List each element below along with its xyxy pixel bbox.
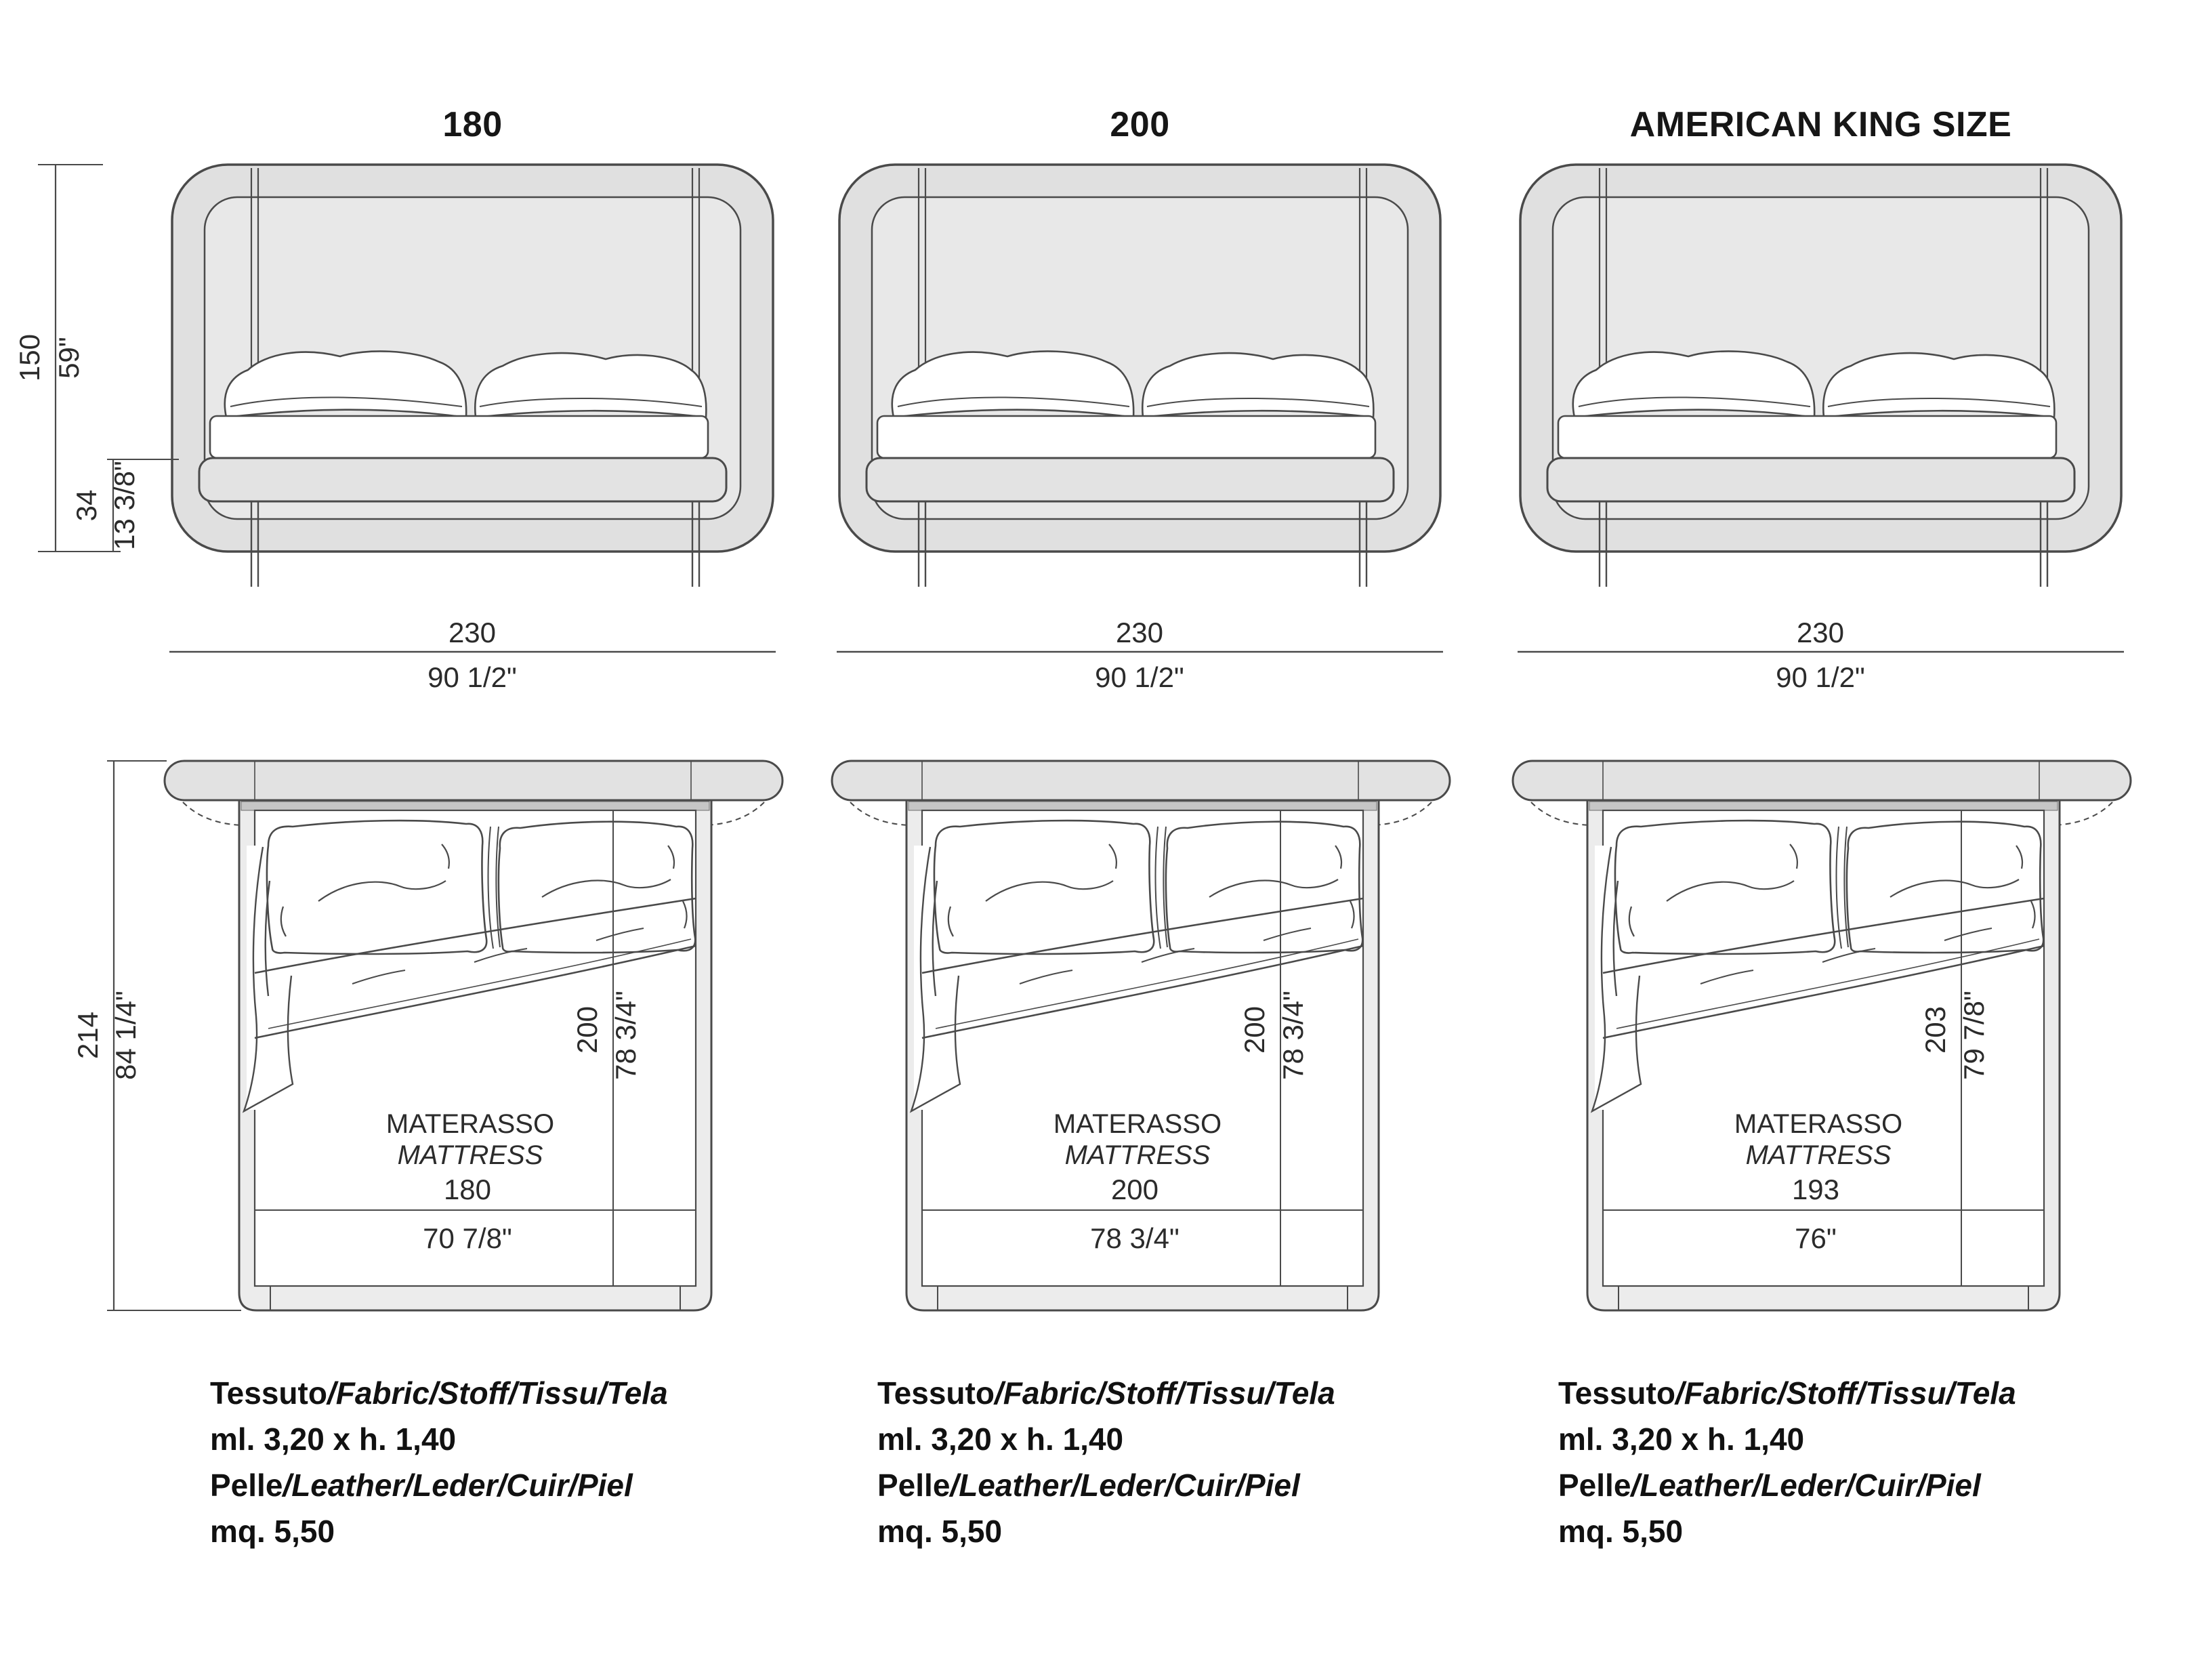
bed-length-cm: 200 — [1238, 1005, 1270, 1054]
leather-line — [1558, 1462, 2127, 1508]
fabric-line — [1558, 1370, 2127, 1416]
frame-height-cm: 150 — [14, 333, 45, 382]
mattress-label-en: MATTRESS — [397, 1140, 543, 1170]
leather-label-langs: /Leather/Leder/Cuir/Piel — [283, 1468, 633, 1503]
leather-label: Pelle — [1558, 1468, 1631, 1503]
front-view-drawing — [1518, 165, 2124, 652]
base-height-in: 13 3/8" — [108, 461, 140, 550]
column-180 — [165, 165, 782, 1310]
leather-label: Pelle — [210, 1468, 283, 1503]
mattress-label-it: MATERASSO — [385, 1109, 555, 1139]
column-american-king-size — [1513, 165, 2131, 1310]
overall-depth-cm: 214 — [72, 1011, 104, 1060]
overall-width-cm: 230 — [448, 617, 497, 648]
overall-width-in: 90 1/2" — [1095, 661, 1184, 693]
front-view-drawing — [837, 165, 1443, 652]
leather-line — [210, 1462, 779, 1508]
mattress-width-cm: 180 — [443, 1174, 492, 1205]
fabric-line — [877, 1370, 1446, 1416]
mattress-label-it: MATERASSO — [1734, 1109, 1903, 1139]
fabric-size: ml. 3,20 x h. 1,40 — [1558, 1422, 1805, 1457]
mattress-width-in: 70 7/8" — [423, 1222, 512, 1254]
fabric-label: Tessuto — [877, 1375, 995, 1411]
overall-width-in: 90 1/2" — [427, 661, 517, 693]
leather-line — [877, 1462, 1446, 1508]
column-title-200: 200 — [1110, 105, 1170, 144]
mattress-label-en: MATTRESS — [1064, 1140, 1211, 1170]
fabric-label-langs: /Fabric/Stoff/Tissu/Tela — [327, 1375, 668, 1411]
spec-block-200 — [877, 1370, 1446, 1554]
column-200 — [832, 165, 1450, 1310]
column-title-180: 180 — [442, 105, 503, 144]
side-dimension-labels — [14, 334, 142, 1080]
overall-width-cm: 230 — [1796, 617, 1845, 648]
mattress-label-it: MATERASSO — [1053, 1109, 1222, 1139]
mattress-width-in: 76" — [1795, 1222, 1837, 1254]
leather-size: mq. 5,50 — [1558, 1514, 1684, 1549]
bed-length-in: 79 7/8" — [1958, 991, 1990, 1080]
leather-label-langs: /Leather/Leder/Cuir/Piel — [1631, 1468, 1981, 1503]
fabric-size: ml. 3,20 x h. 1,40 — [210, 1422, 457, 1457]
spec-block-american-king-size — [1558, 1370, 2127, 1554]
bed-length-cm: 203 — [1919, 1005, 1951, 1054]
fabric-line — [210, 1370, 779, 1416]
bed-length-in: 78 3/4" — [1277, 991, 1309, 1080]
fabric-label: Tessuto — [1558, 1375, 1675, 1411]
bed-length-cm: 200 — [571, 1005, 603, 1054]
frame-height-in: 59" — [53, 337, 85, 379]
leather-size: mq. 5,50 — [877, 1514, 1003, 1549]
fabric-label-langs: /Fabric/Stoff/Tissu/Tela — [994, 1375, 1335, 1411]
front-view-drawing — [169, 165, 776, 652]
fabric-label-langs: /Fabric/Stoff/Tissu/Tela — [1675, 1375, 2016, 1411]
base-height-cm: 34 — [70, 489, 102, 522]
leather-size: mq. 5,50 — [210, 1514, 335, 1549]
mattress-label-en: MATTRESS — [1745, 1140, 1892, 1170]
fabric-label: Tessuto — [210, 1375, 327, 1411]
leather-label-langs: /Leather/Leder/Cuir/Piel — [950, 1468, 1300, 1503]
overall-width-cm: 230 — [1115, 617, 1164, 648]
fabric-size: ml. 3,20 x h. 1,40 — [877, 1422, 1124, 1457]
bed-length-in: 78 3/4" — [610, 991, 642, 1080]
overall-depth-in: 84 1/4" — [110, 991, 142, 1080]
overall-width-in: 90 1/2" — [1776, 661, 1865, 693]
mattress-width-cm: 193 — [1791, 1174, 1840, 1205]
column-title-american-king-size: AMERICAN KING SIZE — [1629, 105, 2012, 144]
leather-label: Pelle — [877, 1468, 951, 1503]
mattress-width-cm: 200 — [1110, 1174, 1159, 1205]
spec-block-180 — [210, 1370, 779, 1554]
mattress-width-in: 78 3/4" — [1090, 1222, 1180, 1254]
